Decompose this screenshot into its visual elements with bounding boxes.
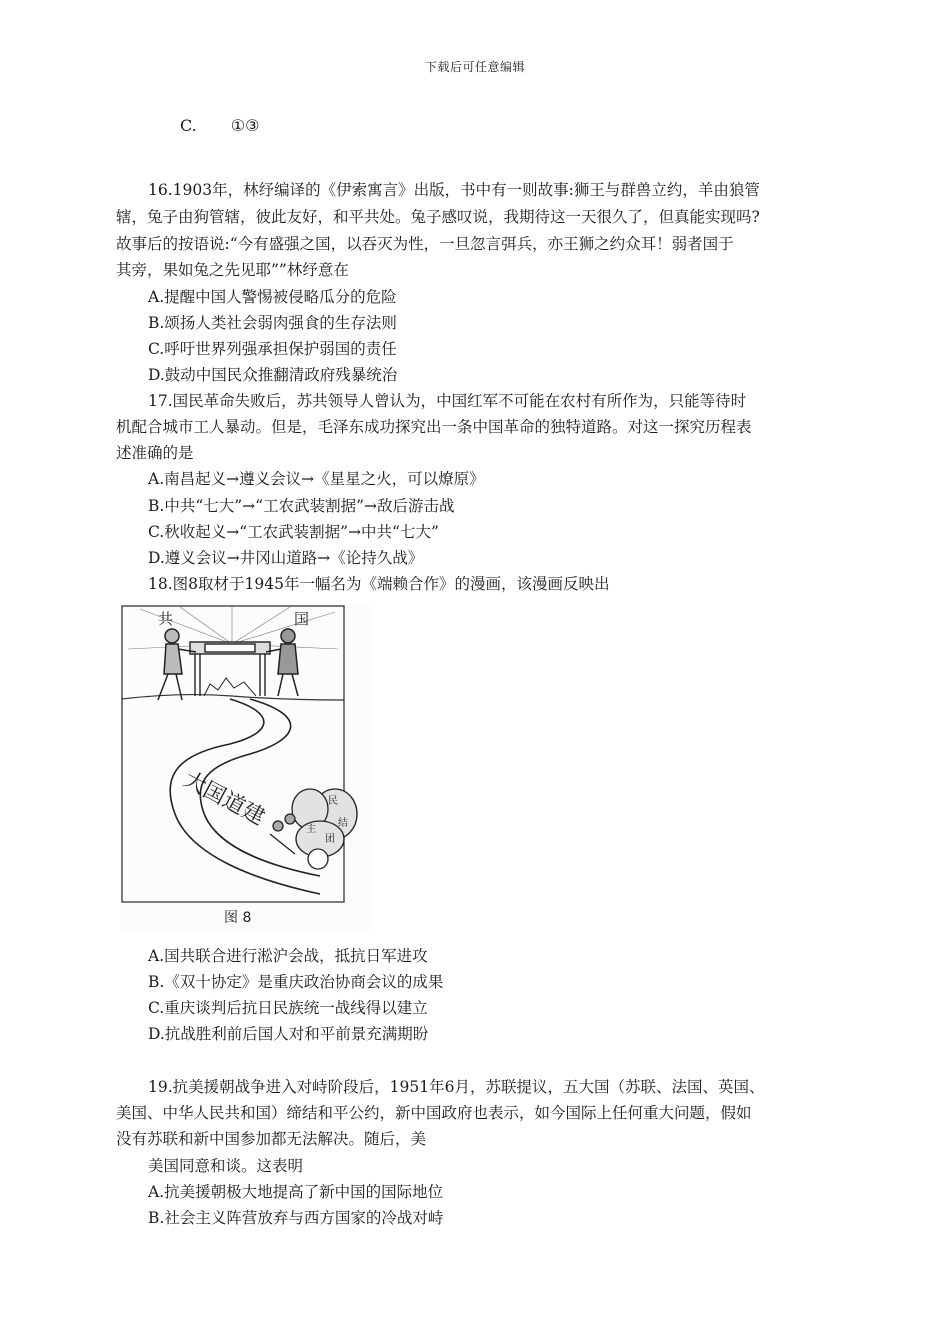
q17-option-d: D.遵义会议→井冈山道路→《论持久战》 [148, 549, 424, 567]
cart-word-1: 民 [328, 796, 338, 807]
q19-line-1: 19.抗美援朝战争进入对峙阶段后，1951年6月，苏联提议，五大国（苏联、法国、英国、 [148, 1078, 765, 1096]
option-c-previous [180, 116, 259, 135]
q16-option-b: B.颂扬人类社会弱肉强食的生存法则 [148, 314, 397, 332]
cart-word-3: 团 [325, 834, 335, 845]
q16-line-2: 辖，兔子由狗管辖，彼此友好，和平共处。兔子感叹说，我期待这一天很久了，但真能实现吗? [116, 208, 760, 226]
q18-option-a: A.国共联合进行淞沪会战，抵抗日军进攻 [148, 947, 428, 965]
q18-option-b: B.《双十协定》是重庆政治协商会议的成果 [148, 973, 444, 991]
option-text: ①③ [230, 116, 260, 135]
q19-option-a: A.抗美援朝极大地提高了新中国的国际地位 [148, 1183, 444, 1201]
q18-line-1: 18.图8取材于1945年一幅名为《端赖合作》的漫画，该漫画反映出 [148, 575, 610, 593]
cartoon-label-left: 共 [158, 610, 174, 628]
cart-word-2: 主 [306, 824, 316, 835]
q17-option-a: A.南昌起义→遵义会议→《星星之火，可以燎原》 [148, 470, 485, 488]
q18-option-d: D.抗战胜利前后国人对和平前景充满期盼 [148, 1025, 429, 1043]
q19-line-3: 没有苏联和新中国参加都无法解决。随后，美 [116, 1130, 427, 1148]
q17-option-b: B.中共“七大”→“工农武装割据”→敌后游击战 [148, 497, 455, 515]
q16-line-3: 故事后的按语说:“今有盛强之国，以吞灭为性，一旦忽言弭兵，亦王狮之约众耳！弱者国于 [116, 235, 734, 253]
q17-line-2: 机配合城市工人暴动。但是，毛泽东成功探究出一条中国革命的独特道路。对这一探究历程表 [116, 418, 752, 436]
page-header: 下载后可任意编辑 [424, 60, 525, 74]
road-text: 大国道建 [179, 767, 269, 831]
q16-line-1: 16.1903年，林纾编译的《伊索寓言》出版，书中有一则故事:狮王与群兽立约，羊由狼管 [148, 181, 760, 199]
q16-option-c: C.呼吁世界列强承担保护弱国的责任 [148, 340, 397, 358]
option-letter: C. [180, 116, 197, 135]
q16-option-d: D.鼓动中国民众推翻清政府残暴统治 [148, 366, 398, 384]
figure-caption: 图 8 [224, 910, 252, 926]
cart-word-4: 结 [338, 818, 348, 829]
q19-option-b: B.社会主义阵营放弃与西方国家的冷战对峙 [148, 1209, 444, 1227]
q18-option-c: C.重庆谈判后抗日民族统一战线得以建立 [148, 999, 428, 1017]
q16-line-4: 其旁，果如兔之先见耶””林纾意在 [116, 261, 349, 279]
q17-line-1: 17.国民革命失败后，苏共领导人曾认为，中国红军不可能在农村有所作为，只能等待时 [148, 392, 747, 410]
cartoon-figure-8 [120, 604, 370, 934]
q17-option-c: C.秋收起义→“工农武装割据”→中共“七大” [148, 523, 439, 541]
q17-line-3: 述准确的是 [116, 444, 194, 462]
q16-option-a: A.提醒中国人警惕被侵略瓜分的危险 [148, 288, 397, 306]
q19-line-4: 美国同意和谈。这表明 [148, 1157, 304, 1175]
cartoon-label-right: 国 [294, 610, 310, 628]
q19-line-2: 美国、中华人民共和国）缔结和平公约，新中国政府也表示，如今国际上任何重大问题，假如 [116, 1104, 752, 1122]
